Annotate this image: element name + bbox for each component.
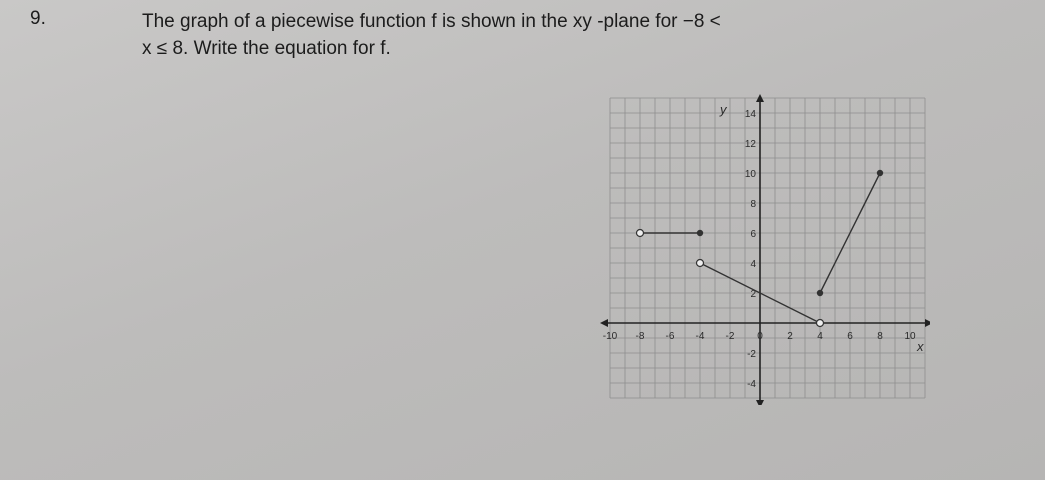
- y-axis-arrow-down: [756, 400, 764, 405]
- y-tick-label: -2: [747, 349, 756, 360]
- y-tick-label: 2: [750, 289, 756, 300]
- closed-point-3-end: [877, 170, 882, 175]
- y-tick-label: -4: [747, 379, 756, 390]
- x-tick-label: 8: [877, 331, 883, 342]
- x-axis-label: x: [917, 339, 924, 354]
- question-line-1: The graph of a piecewise function f is shown in the xy -plane for −8 <: [142, 11, 721, 32]
- x-axis-arrow-right: [925, 319, 930, 327]
- x-tick-label: -4: [695, 331, 705, 342]
- question-number: 9.: [30, 8, 46, 29]
- x-tick-label: 2: [787, 331, 793, 342]
- y-tick-label: 12: [744, 139, 756, 150]
- question-text: [142, 8, 721, 62]
- graph-svg: [595, 90, 930, 405]
- x-tick-label: -2: [725, 331, 735, 342]
- x-tick-label: -6: [665, 331, 675, 342]
- x-tick-label: 6: [847, 331, 853, 342]
- x-tick-label: 0: [757, 331, 763, 342]
- y-tick-label: 14: [744, 109, 756, 120]
- y-tick-label: 4: [750, 259, 756, 270]
- piecewise-graph: [595, 90, 930, 405]
- closed-point-3-start: [817, 290, 822, 295]
- y-axis-label: y: [720, 102, 727, 117]
- open-point-2-start: [697, 260, 704, 267]
- x-tick-label: 4: [817, 331, 823, 342]
- x-tick-label: 10: [904, 331, 916, 342]
- x-tick-label: -10: [602, 331, 618, 342]
- y-tick-label: 8: [750, 199, 756, 210]
- open-point-2-end: [817, 320, 824, 327]
- x-tick-label: -8: [635, 331, 645, 342]
- y-tick-label: 6: [750, 229, 756, 240]
- question-line-2: x ≤ 8. Write the equation for f.: [142, 38, 391, 59]
- x-axis-arrow-left: [600, 319, 608, 327]
- closed-point-1-end: [697, 230, 702, 235]
- open-point-1-start: [637, 230, 644, 237]
- y-tick-label: 10: [744, 169, 756, 180]
